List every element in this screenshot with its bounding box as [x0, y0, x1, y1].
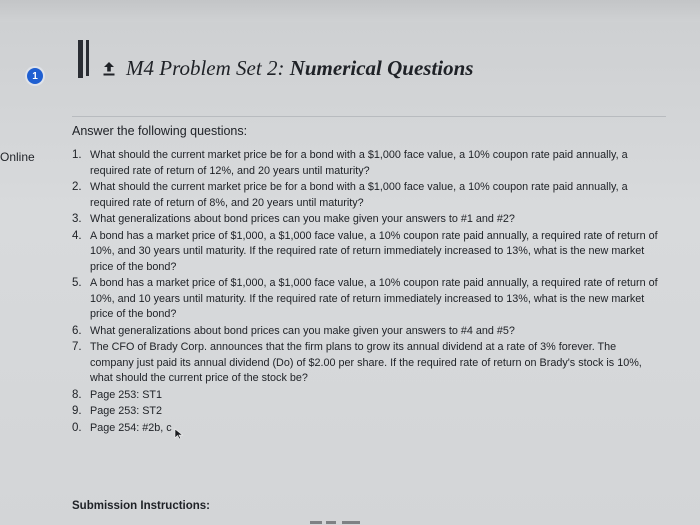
- question-text: Page 253: ST2: [90, 405, 163, 417]
- question-item: [72, 276, 662, 323]
- page-title-prefix: M4 Problem Set 2:: [126, 56, 285, 80]
- question-item: [72, 421, 662, 437]
- question-item: [72, 229, 662, 276]
- question-text: A bond has a market price of $1,000, a $1,000 face value, a 10% coupon rate paid annually, a required rate of return of 10%, and 30 years until maturity. If the required rate of return immediately increased to 13%, what is the new market price of the bond?: [90, 229, 658, 273]
- content-divider: [72, 116, 666, 117]
- question-item: [72, 340, 662, 387]
- submission-instructions-heading: Submission Instructions:: [72, 500, 211, 512]
- question-text: What generalizations about bond prices can you make given your answers to #4 and #5?: [90, 324, 515, 337]
- question-item: [72, 212, 662, 228]
- top-bar: [0, 0, 700, 22]
- question-text: What should the current market price be for a bond with a $1,000 face value, a 10% coupon rate paid annually, a required rate of return of 8%, and 20 years until maturity?: [90, 181, 628, 209]
- question-text: What should the current market price be for a bond with a $1,000 face value, a 10% coupon rate paid annually, a required rate of return of 12%, and 20 years until maturity?: [90, 149, 628, 177]
- question-number: 5.: [72, 277, 82, 289]
- question-number: 7.: [72, 341, 82, 353]
- page-title-main: Numerical Questions: [289, 56, 474, 80]
- question-number: 0.: [72, 421, 82, 434]
- question-number: 2.: [72, 181, 82, 193]
- mouse-cursor-icon: [174, 428, 184, 440]
- assignment-body: [72, 124, 662, 437]
- online-status-label: Online: [0, 150, 35, 164]
- question-item: [72, 148, 662, 179]
- question-number: 9.: [72, 405, 82, 417]
- sidebar-accent-bar: [78, 40, 83, 78]
- question-number: 8.: [72, 388, 82, 401]
- sidebar-accent-bar-thin: [86, 40, 89, 76]
- question-text: A bond has a market price of $1,000, a $1,000 face value, a 10% coupon rate paid annually, a required rate of return of 10%, and 10 years until maturity. If the required rate of return immediately increased to 13%, what is the new market price of the bond?: [90, 277, 658, 320]
- question-text: Page 253: ST1: [90, 388, 163, 401]
- question-item: [72, 180, 662, 211]
- cut-off-text-fragment: [280, 518, 390, 525]
- published-upload-icon[interactable]: [100, 60, 118, 78]
- question-text: The CFO of Brady Corp. announces that the firm plans to grow its annual dividend at a rate of 3% forever. The company just paid its annual dividend (Do) of $2.00 per share. If the required rate of return on Brady's stock is 10%, what should the current price of the stock be?: [90, 341, 642, 384]
- question-number: 4.: [72, 229, 82, 242]
- question-item: [72, 324, 662, 340]
- question-item: [72, 388, 662, 404]
- question-text: What generalizations about bond prices can you make given your answers to #1 and #2?: [90, 213, 515, 225]
- question-number: 6.: [72, 324, 82, 337]
- question-text: Page 254: #2b, c: [90, 421, 172, 434]
- page-title: [126, 56, 473, 81]
- question-number: 1.: [72, 149, 82, 161]
- notification-badge[interactable]: 1: [27, 68, 43, 84]
- question-number: 3.: [72, 213, 82, 225]
- question-item: [72, 404, 662, 420]
- question-list: [72, 148, 662, 436]
- intro-text: Answer the following questions:: [72, 124, 248, 138]
- page-header: [100, 56, 473, 81]
